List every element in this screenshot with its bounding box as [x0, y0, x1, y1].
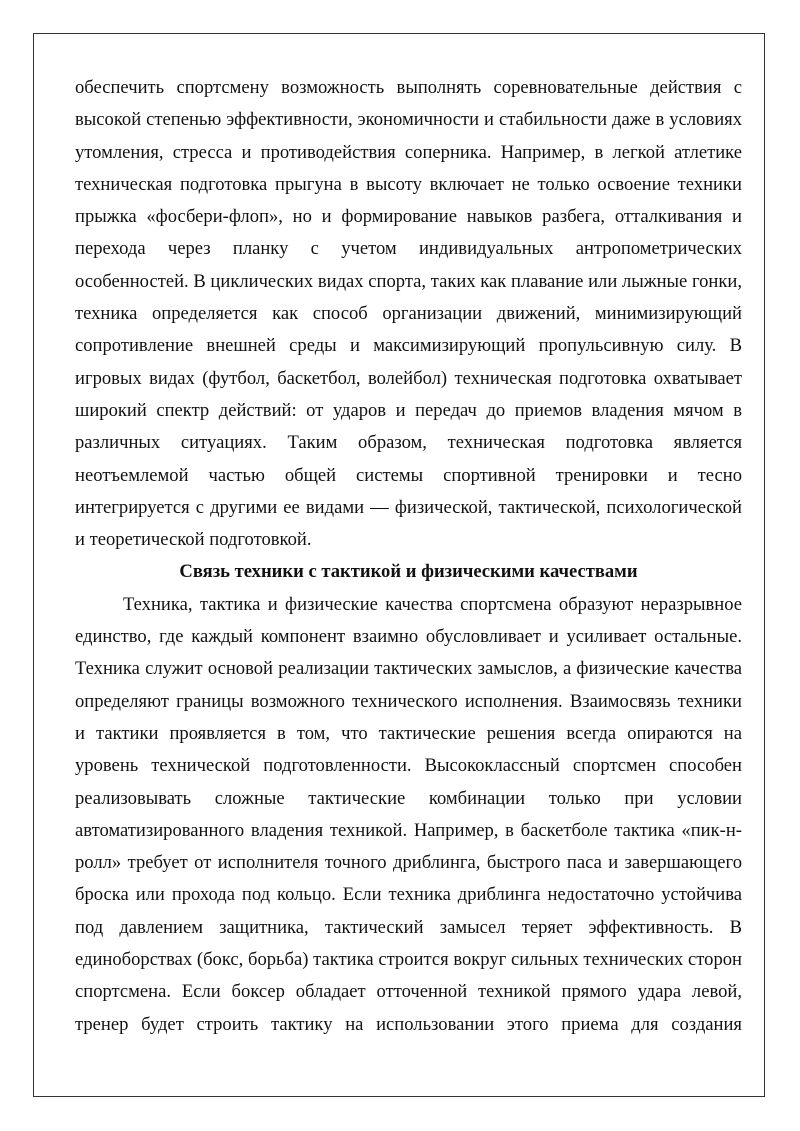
text-line: прыжка «фосбери-флоп», но и формирование навыков разбега, отталкивания и	[75, 206, 742, 228]
text-line: обеспечить спортсмену возможность выполнять соревновательные действия с	[75, 77, 742, 98]
text-line: тренер будет строить тактику на использовании этого приема для создания	[75, 1013, 742, 1035]
document-body	[75, 72, 742, 1041]
text-line: и тактики проявляется в том, что тактические решения всегда опираются на	[75, 722, 742, 744]
text-line: игровых видах (футбол, баскетбол, волейбол) техническая подготовка охватывает	[75, 367, 742, 389]
text-line: высокой степенью эффективности, экономичности и стабильности даже в условиях	[75, 109, 742, 131]
text-line: интегрируется с другими ее видами — физической, тактической, психологической	[75, 496, 742, 518]
text-line: единоборствах (бокс, борьба) тактика строится вокруг сильных технических сторон	[75, 949, 742, 971]
text-line: техника определяется как способ организации движений, минимизирующий	[75, 303, 742, 325]
text-line: реализовывать сложные тактические комбинации только при условии	[75, 787, 742, 809]
text-line: спортсмена. Если боксер обладает отточенной техникой прямого удара левой,	[75, 981, 742, 1003]
text-line: и теоретической подготовкой.	[75, 529, 312, 551]
text-line: Техника, тактика и физические качества спортсмена образуют неразрывное	[123, 593, 742, 615]
text-line: техническая подготовка прыгуна в высоту включает не только освоение техники	[75, 173, 742, 195]
text-line: ролл» требует от исполнителя точного дриблинга, быстрого паса и завершающего	[75, 852, 742, 874]
text-line: под давлением защитника, тактический замысел теряет эффективность. В	[75, 916, 742, 938]
section-heading: Связь техники с тактикой и физическими качествами	[179, 561, 638, 583]
text-line: неотъемлемой частью общей системы спортивной тренировки и тесно	[75, 464, 742, 486]
text-line: броска или прохода под кольцо. Если техника дриблинга недостаточно устойчива	[75, 884, 742, 906]
text-line: различных ситуациях. Таким образом, техническая подготовка является	[75, 432, 742, 454]
text-line: Техника служит основой реализации тактических замыслов, а физические качества	[75, 658, 742, 680]
text-line: утомления, стресса и противодействия соперника. Например, в легкой атлетике	[75, 141, 742, 163]
text-line: перехода через планку с учетом индивидуальных антропометрических	[75, 238, 742, 260]
paragraph-technique-tactics	[75, 589, 742, 1041]
text-line: уровень технической подготовленности. Высококлассный спортсмен способен	[75, 755, 742, 777]
text-line: сопротивление внешней среды и максимизирующий пропульсивную силу. В	[75, 335, 742, 357]
text-line: определяют границы возможного технического исполнения. Взаимосвязь техники	[75, 690, 742, 712]
paragraph-technical-training	[75, 72, 742, 556]
text-line: широкий спектр действий: от ударов и передач до приемов владения мячом в	[75, 399, 742, 421]
text-line: особенностей. В циклических видах спорта, таких как плавание или лыжные гонки,	[75, 270, 742, 292]
text-line: автоматизированного владения техникой. Например, в баскетболе тактика «пик-н-	[75, 819, 742, 841]
text-line: единство, где каждый компонент взаимно обусловливает и усиливает остальные.	[75, 626, 742, 648]
